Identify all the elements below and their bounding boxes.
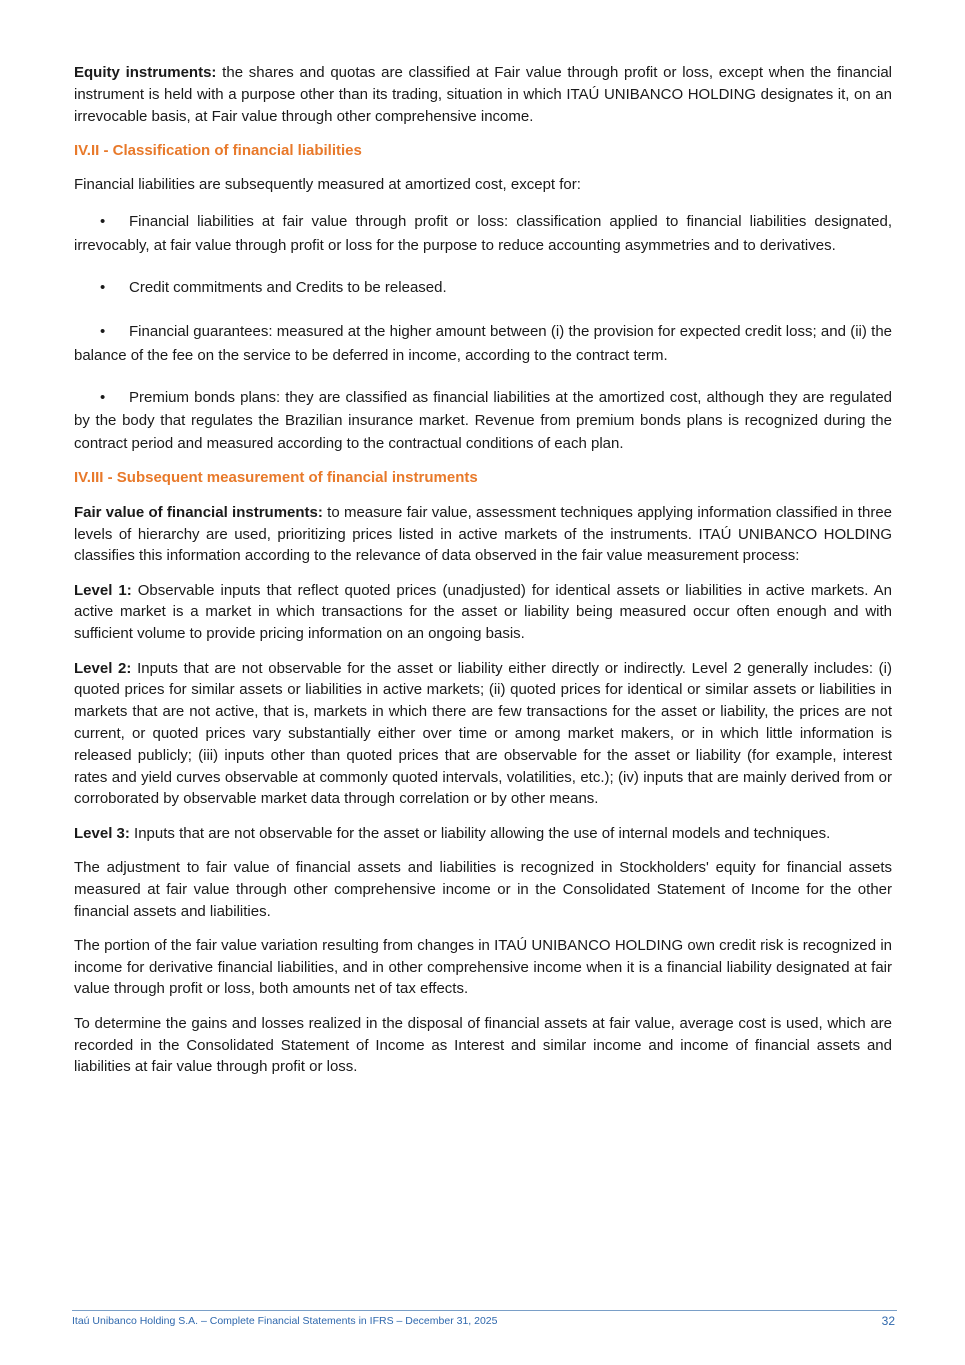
label-level-2: Level 2: (74, 659, 132, 677)
list-item-text: Financial guarantees: measured at the higher amount between (i) the provision for expected credit loss; and (ii) the balance of the fee on the service to be deferred in income, according to the contract term. (74, 322, 892, 364)
text-level-3: Inputs that are not observable for the asset or liability allowing the use of internal models and techniques. (129, 824, 831, 842)
page-footer (72, 1310, 897, 1328)
list-item (74, 386, 892, 455)
heading-subsequent-measurement: IV.III - Subsequent measurement of financial instruments (74, 469, 478, 487)
label-fair-value: Fair value of financial instruments: (74, 503, 323, 521)
paragraph-level-3 (74, 823, 892, 845)
heading-classification-liabilities: IV.II - Classification of financial liabilities (74, 141, 362, 159)
list-item (74, 210, 892, 258)
document-body (74, 62, 892, 1078)
paragraph-level-1 (74, 580, 892, 645)
paragraph-level-2 (74, 658, 892, 811)
label-level-3: Level 3: (74, 824, 130, 842)
list-item-text: Credit commitments and Credits to be released. (129, 278, 447, 296)
bullet-icon: • (100, 388, 106, 406)
bullet-icon: • (100, 212, 106, 230)
paragraph-adjustment: The adjustment to fair value of financial assets and liabilities is recognized in Stockholders' equity for financial assets measured at fair value through other comprehensive income or in the Consolidated Statement of Income for the other financial assets and liabilities. (74, 858, 892, 920)
footer-text: Itaú Unibanco Holding S.A. – Complete Financial Statements in IFRS – December 31, 2025 (72, 1315, 498, 1327)
text-level-1: Observable inputs that reflect quoted prices (unadjusted) for identical assets or liabilities in active markets. An active market is a market in which transactions for the asset or liability being measured occur often enough and with sufficient volume to provide pricing information on an ongoing basis. (74, 581, 892, 643)
label-equity-instruments: Equity instruments: (74, 64, 217, 81)
paragraph-gains-losses: To determine the gains and losses realized in the disposal of financial assets at fair value, average cost is used, which are recorded in the Consolidated Statement of Income as Interest and similar income and income of financial assets and liabilities at fair value through profit or loss. (74, 1014, 892, 1076)
bullet-icon: • (100, 322, 106, 340)
list-item-text: Financial liabilities at fair value through profit or loss: classification applied to financial liabilities designated, irrevocably, at fair value through profit or loss for the purpose to reduce accounting asymmetries and to derivatives. (74, 212, 892, 254)
list-item (74, 276, 892, 300)
paragraph-fair-value (74, 502, 892, 567)
text-fair-value: to measure fair value, assessment techniques applying information classified in three levels of hierarchy are used, prioritizing prices listed in active markets of the instruments. ITAÚ UNIBANCO HOLDING classifies this information according to the relevance of data observed in the fair value measurement process: (74, 503, 892, 565)
paragraph-liabilities-intro: Financial liabilities are subsequently measured at amortized cost, except for: (74, 176, 581, 194)
page-number: 32 (881, 1314, 895, 1328)
paragraph-own-credit-risk: The portion of the fair value variation resulting from changes in ITAÚ UNIBANCO HOLDING own credit risk is recognized in income for derivative financial liabilities, and in other comprehensive income when it is a financial liability designated at fair value through profit or loss, both amounts net of tax effects. (74, 936, 892, 998)
text-level-2: Inputs that are not observable for the asset or liability either directly or indirectly. Level 2 generally includes: (i) quoted prices for similar assets or liabilities in active markets; (ii) quoted prices for identical or similar assets or liabilities in markets that are not active, that is, markets in which there are few transactions for the asset or liability, the prices are not current, or quoted prices vary substantially either over time or among market makers, or in which little information is released publicly; (iii) inputs other than quoted prices that are observable for the asset or liability (for example, interest rates and yield curves observable at commonly quoted intervals, volatilities, etc.); (iv) inputs that are mainly derived from or corroborated by observable market data through correlation or by other means. (74, 659, 892, 808)
text-equity-instruments: the shares and quotas are classified at Fair value through profit or loss, except when the financial instrument is held with a purpose other than its trading, situation in which ITAÚ UNIBANCO HOLDING designates it, on an irrevocable basis, at Fair value through other comprehensive income. (74, 64, 892, 125)
bullet-icon: • (100, 278, 106, 296)
paragraph-equity-instruments (74, 62, 892, 127)
list-item-text: Premium bonds plans: they are classified as financial liabilities at the amortized cost, although they are regulated by the body that regulates the Brazilian insurance market. Revenue from premium bonds plans is recognized during the contract period and measured according to the contractual conditions of each plan. (74, 388, 892, 452)
label-level-1: Level 1: (74, 581, 132, 599)
list-item (74, 320, 892, 368)
